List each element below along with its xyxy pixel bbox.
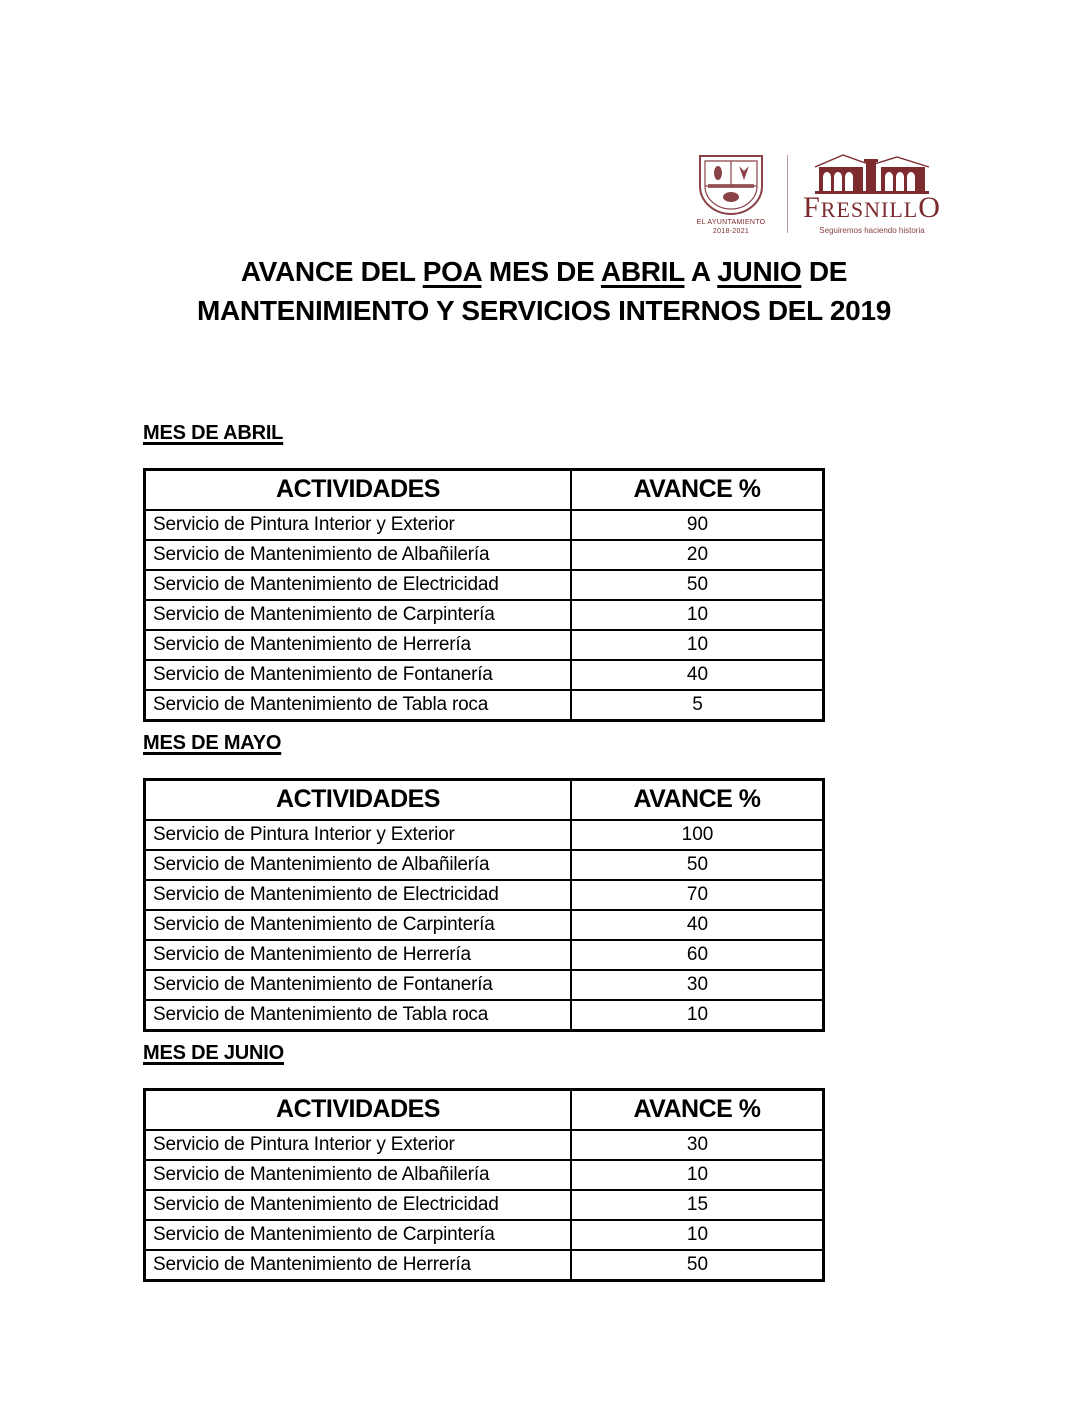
table-row xyxy=(145,1000,824,1031)
title-underlined-word: POA xyxy=(422,256,482,287)
fresnillo-wordmark xyxy=(803,191,941,226)
logo-divider xyxy=(787,155,788,233)
crest-caption-line2: 2018-2021 xyxy=(712,227,750,235)
activity-cell: Servicio de Mantenimiento de Herrería xyxy=(145,630,572,660)
table-row xyxy=(145,850,824,880)
fresnillo-building-icon xyxy=(809,153,935,195)
wordmark-initial: F xyxy=(803,191,821,224)
avance-cell: 40 xyxy=(571,660,824,690)
table-header-row xyxy=(145,470,824,511)
avance-cell: 30 xyxy=(571,970,824,1000)
avance-cell: 50 xyxy=(571,1250,824,1281)
table-header-row xyxy=(145,780,824,821)
section-mes-abril xyxy=(143,420,821,722)
avance-cell: 15 xyxy=(571,1190,824,1220)
column-header-avance: AVANCE % xyxy=(571,470,824,511)
section-mes-mayo xyxy=(143,730,821,1032)
activity-cell: Servicio de Pintura Interior y Exterior xyxy=(145,820,572,850)
avance-cell: 30 xyxy=(571,1130,824,1160)
title-text-segment: AVANCE DEL xyxy=(240,256,423,287)
table-row xyxy=(145,880,824,910)
table-row xyxy=(145,820,824,850)
activity-cell: Servicio de Mantenimiento de Carpintería xyxy=(145,910,572,940)
section-heading: MES DE MAYO xyxy=(143,732,282,754)
section-mes-junio xyxy=(143,1040,821,1282)
table-row xyxy=(145,660,824,690)
activity-cell: Servicio de Mantenimiento de Electricidad xyxy=(145,880,572,910)
activity-cell: Servicio de Mantenimiento de Albañilería xyxy=(145,850,572,880)
activity-cell: Servicio de Mantenimiento de Electricidad xyxy=(145,1190,572,1220)
poa-table-junio xyxy=(143,1088,825,1282)
avance-cell: 10 xyxy=(571,630,824,660)
avance-cell: 60 xyxy=(571,940,824,970)
avance-cell: 90 xyxy=(571,510,824,540)
column-header-actividades: ACTIVIDADES xyxy=(145,470,572,511)
title-underlined-word: JUNIO xyxy=(717,256,802,287)
activity-cell: Servicio de Mantenimiento de Albañilería xyxy=(145,1160,572,1190)
table-row xyxy=(145,630,824,660)
activity-cell: Servicio de Mantenimiento de Carpintería xyxy=(145,1220,572,1250)
table-row xyxy=(145,940,824,970)
avance-cell: 100 xyxy=(571,820,824,850)
title-line-2: MANTENIMIENTO Y SERVICIOS INTERNOS DEL 2019 xyxy=(196,295,892,326)
activity-cell: Servicio de Mantenimiento de Herrería xyxy=(145,1250,572,1281)
column-header-avance: AVANCE % xyxy=(571,1090,824,1131)
activity-cell: Servicio de Mantenimiento de Carpintería xyxy=(145,600,572,630)
avance-cell: 20 xyxy=(571,540,824,570)
section-heading: MES DE JUNIO xyxy=(143,1042,284,1064)
avance-cell: 10 xyxy=(571,1160,824,1190)
activity-cell: Servicio de Mantenimiento de Electricidad xyxy=(145,570,572,600)
activity-cell: Servicio de Pintura Interior y Exterior xyxy=(145,510,572,540)
activity-cell: Servicio de Mantenimiento de Albañilería xyxy=(145,540,572,570)
title-text-segment: DE xyxy=(801,256,848,287)
column-header-actividades: ACTIVIDADES xyxy=(145,1090,572,1131)
avance-cell: 10 xyxy=(571,600,824,630)
avance-cell: 50 xyxy=(571,570,824,600)
table-body xyxy=(145,510,824,721)
activity-cell: Servicio de Mantenimiento de Fontanería xyxy=(145,660,572,690)
table-row xyxy=(145,910,824,940)
document-title xyxy=(0,252,1088,330)
table-row xyxy=(145,970,824,1000)
avance-cell: 70 xyxy=(571,880,824,910)
crest-caption-line1: EL AYUNTAMIENTO xyxy=(696,218,766,226)
fresnillo-logo xyxy=(802,153,942,235)
title-text-segment: A xyxy=(684,256,718,287)
title-underlined-word: ABRIL xyxy=(600,256,685,287)
crest-shield-icon xyxy=(696,153,766,217)
header-logos xyxy=(689,146,942,242)
title-text-segment: MES DE xyxy=(481,256,601,287)
table-row xyxy=(145,540,824,570)
title-line-1 xyxy=(241,256,847,287)
poa-table-mayo xyxy=(143,778,825,1032)
poa-table-abril xyxy=(143,468,825,722)
column-header-actividades: ACTIVIDADES xyxy=(145,780,572,821)
table-row xyxy=(145,1160,824,1190)
section-heading: MES DE ABRIL xyxy=(143,422,284,444)
column-header-avance: AVANCE % xyxy=(571,780,824,821)
activity-cell: Servicio de Pintura Interior y Exterior xyxy=(145,1130,572,1160)
avance-cell: 10 xyxy=(571,1220,824,1250)
table-row xyxy=(145,1220,824,1250)
activity-cell: Servicio de Mantenimiento de Fontanería xyxy=(145,970,572,1000)
avance-cell: 40 xyxy=(571,910,824,940)
table-row xyxy=(145,1130,824,1160)
avance-cell: 50 xyxy=(571,850,824,880)
sections-container xyxy=(143,420,821,1282)
table-row xyxy=(145,1250,824,1281)
activity-cell: Servicio de Mantenimiento de Tabla roca xyxy=(145,690,572,721)
table-row xyxy=(145,600,824,630)
fresnillo-tagline: Seguiremos haciendo historia xyxy=(819,226,925,235)
table-row xyxy=(145,690,824,721)
table-body xyxy=(145,820,824,1031)
table-header-row xyxy=(145,1090,824,1131)
table-row xyxy=(145,510,824,540)
table-row xyxy=(145,570,824,600)
activity-cell: Servicio de Mantenimiento de Tabla roca xyxy=(145,1000,572,1031)
activity-cell: Servicio de Mantenimiento de Herrería xyxy=(145,940,572,970)
municipal-crest-logo xyxy=(689,153,773,236)
avance-cell: 5 xyxy=(571,690,824,721)
table-row xyxy=(145,1190,824,1220)
avance-cell: 10 xyxy=(571,1000,824,1031)
table-body xyxy=(145,1130,824,1281)
wordmark-middle: RESNILL xyxy=(820,197,919,222)
wordmark-final-o: O xyxy=(918,191,941,224)
